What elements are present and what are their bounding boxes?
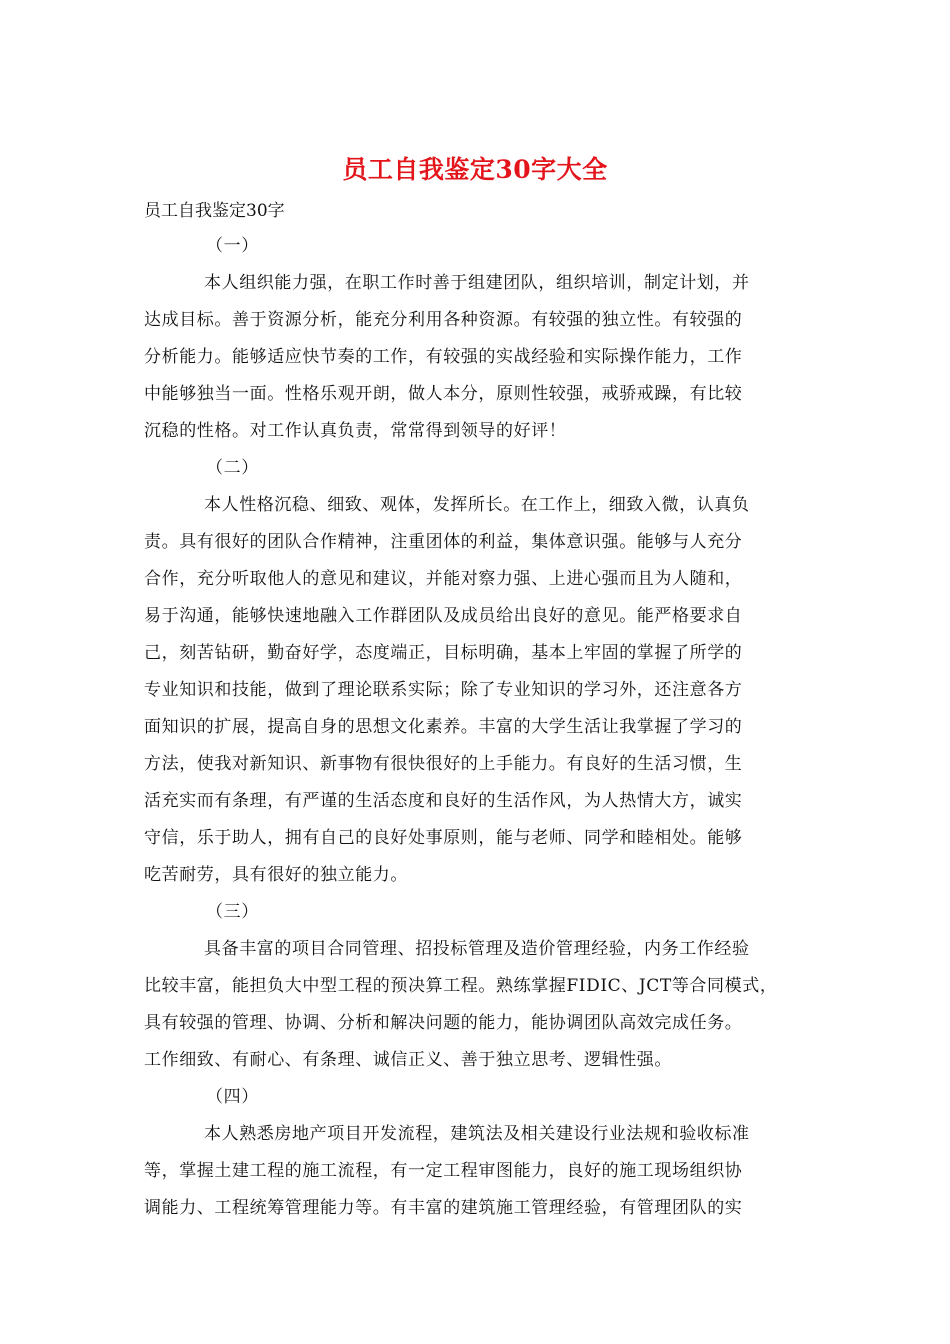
paragraph-line: 合作，充分听取他人的意见和建议，并能对察力强、上进心强而且为人随和， bbox=[144, 569, 743, 589]
paragraph-line: 沉稳的性格。对工作认真负责，常常得到领导的好评！ bbox=[144, 421, 567, 441]
paragraph-line: 面知识的扩展，提高自身的思想文化素养。丰富的大学生活让我掌握了学习的 bbox=[144, 717, 743, 737]
paragraph-line: 等，掌握土建工程的施工流程，有一定工程审图能力，良好的施工现场组织协 bbox=[144, 1161, 743, 1181]
paragraph-line: 责。具有很好的团队合作精神，注重团体的利益，集体意识强。能够与人充分 bbox=[144, 532, 743, 552]
paragraph-line: 活充实而有条理，有严谨的生活态度和良好的生活作风，为人热情大方，诚实 bbox=[144, 791, 743, 811]
section-heading: （四） bbox=[206, 1087, 259, 1107]
paragraph-line: 分析能力。能够适应快节奏的工作，有较强的实战经验和实际操作能力，工作 bbox=[144, 347, 743, 367]
paragraph-line: 达成目标。善于资源分析，能充分利用各种资源。有较强的独立性。有较强的 bbox=[144, 310, 743, 330]
paragraph-line: 具备丰富的项目合同管理、招投标管理及造价管理经验，内务工作经验 bbox=[204, 939, 750, 959]
paragraph-line: 本人组织能力强，在职工作时善于组建团队，组织培训，制定计划，并 bbox=[204, 273, 750, 293]
paragraph-line: 己，刻苦钻研，勤奋好学，态度端正，目标明确，基本上牢固的掌握了所学的 bbox=[144, 643, 743, 663]
paragraph-line: 专业知识和技能，做到了理论联系实际；除了专业知识的学习外，还注意各方 bbox=[144, 680, 743, 700]
paragraph-line: 本人熟悉房地产项目开发流程，建筑法及相关建设行业法规和验收标准 bbox=[204, 1124, 750, 1144]
paragraph-line: 易于沟通，能够快速地融入工作群团队及成员给出良好的意见。能严格要求自 bbox=[144, 606, 743, 626]
document-title: 员工自我鉴定30字大全 bbox=[342, 155, 608, 184]
document-body bbox=[144, 228, 806, 1227]
paragraph-line: 本人性格沉稳、细致、观体，发挥所长。在工作上，细致入微，认真负 bbox=[204, 495, 750, 515]
section-heading: （一） bbox=[206, 236, 259, 256]
paragraph-line: 吃苦耐劳，具有很好的独立能力。 bbox=[144, 865, 408, 885]
paragraph-line: 具有较强的管理、协调、分析和解决问题的能力，能协调团队高效完成任务。 bbox=[144, 1013, 743, 1033]
paragraph-line: 比较丰富，能担负大中型工程的预决算工程。熟练掌握FIDIC、JCT等合同模式， bbox=[144, 976, 778, 996]
document-subtitle: 员工自我鉴定30字 bbox=[144, 201, 285, 221]
paragraph-line: 中能够独当一面。性格乐观开朗，做人本分，原则性较强，戒骄戒躁，有比较 bbox=[144, 384, 743, 404]
paragraph-line: 工作细致、有耐心、有条理、诚信正义、善于独立思考、逻辑性强。 bbox=[144, 1050, 672, 1070]
paragraph-line: 调能力、工程统筹管理能力等。有丰富的建筑施工管理经验，有管理团队的实 bbox=[144, 1198, 743, 1218]
section-heading: （三） bbox=[206, 902, 259, 922]
paragraph-line: 方法，使我对新知识、新事物有很快很好的上手能力。有良好的生活习惯，生 bbox=[144, 754, 743, 774]
paragraph-line: 守信，乐于助人，拥有自己的良好处事原则，能与老师、同学和睦相处。能够 bbox=[144, 828, 743, 848]
section-heading: （二） bbox=[206, 458, 259, 478]
